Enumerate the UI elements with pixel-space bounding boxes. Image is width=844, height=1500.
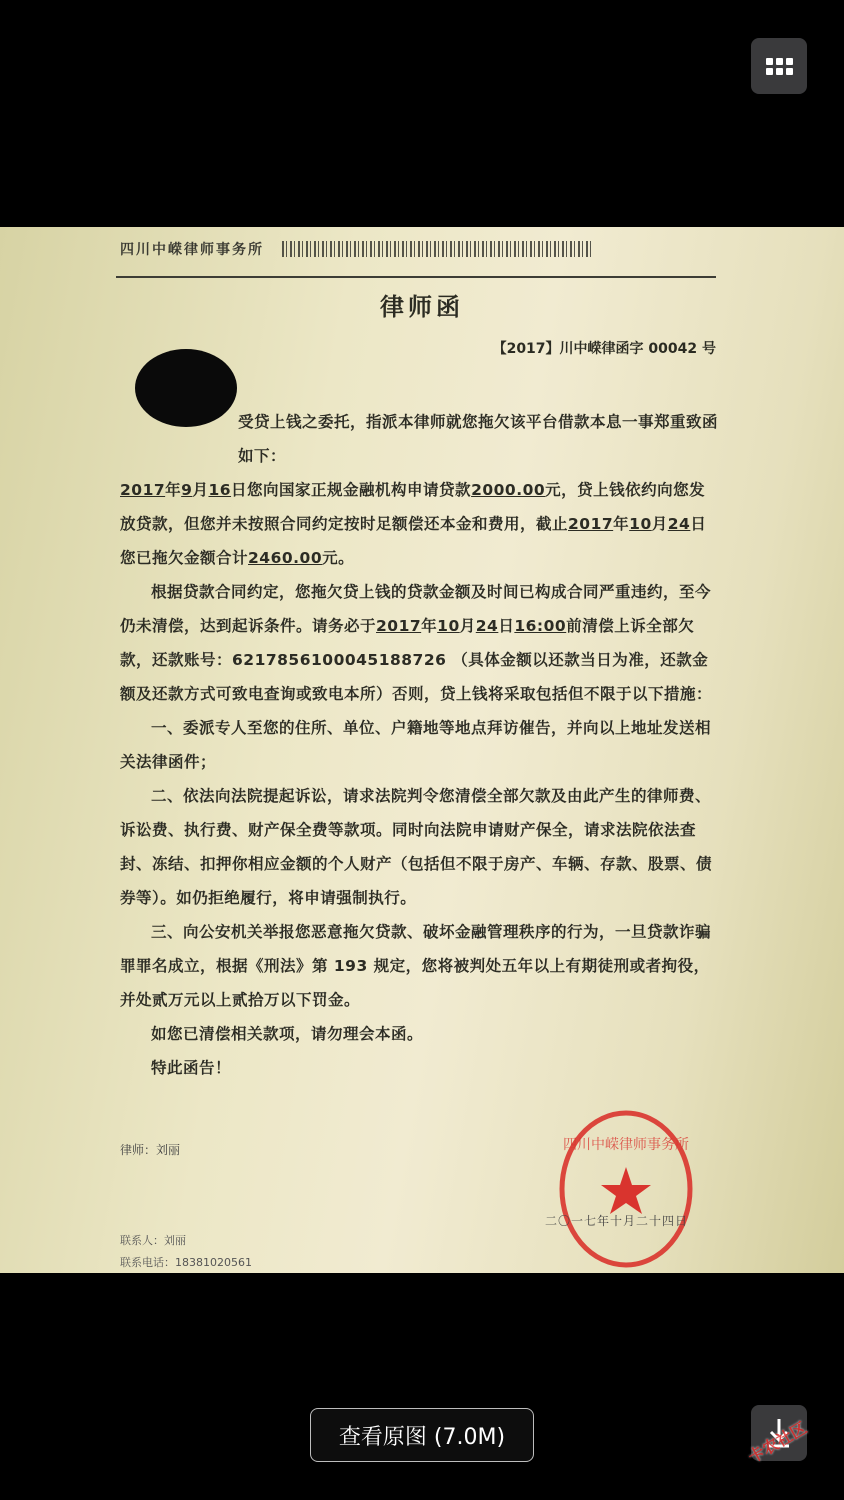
deadline-paragraph: 根据贷款合同约定，您拖欠贷上钱的贷款金额及时间已构成合同严重违约，至今仍未清偿，达到起诉条件。请务必于2017年10月24日16:00前清偿上诉全部欠款，还款账号：6217856100045188726 （具体金额以还款当日为准，还款金额及还款方式可致电查询或致电本所）否则，贷上钱将采取包括但不限于以下措施： [120, 583, 713, 703]
official-seal-icon [556, 1109, 696, 1269]
grid-view-button[interactable] [751, 38, 807, 94]
firm-header: 四川中嵘律师事务所 [120, 242, 264, 258]
grid-icon [766, 58, 793, 75]
contact-name: 联系人：刘丽 [120, 1234, 186, 1247]
intro-text: 受贷上钱之委托，指派本律师就您拖欠该平台借款本息一事郑重致函如下： [238, 413, 719, 465]
measure-1: 一、委派专人至您的住所、单位、户籍地等地点拜访催告，并向以上地址发送相关法律函件； [120, 719, 712, 771]
letter-body [120, 405, 718, 1085]
measure-2: 二、依法向法院提起诉讼，请求法院判令您清偿全部欠款及由此产生的律师费、诉讼费、执行费、财产保全费等款项。同时向法院申请财产保全，请求法院依法查封、冻结、扣押你相应金额的个人财产（包括但不限于房产、车辆、存款、股票、债券等）。如仍拒绝履行，将申请强制执行。 [120, 787, 713, 907]
document-photo [0, 227, 844, 1273]
letter-title: 律师函 [380, 293, 464, 321]
header-rule [116, 276, 716, 278]
letter-date: 二〇一七年十月二十四日 [545, 1214, 689, 1228]
closing-1: 如您已清偿相关款项，请勿理会本函。 [151, 1025, 424, 1043]
svg-text:四川中嵘律师事务所: 四川中嵘律师事务所 [563, 1137, 689, 1153]
site-watermark: 卡农社区 [745, 1418, 810, 1467]
loan-paragraph: 2017年9月16日您向国家正规金融机构申请贷款2000.00元，贷上钱依约向您发放贷款，但您并未按照合同约定按时足额偿还本金和费用，截止2017年10月24日您已拖欠金额合计2460.00元。 [120, 481, 707, 567]
contact-phone: 联系电话：18381020561 [120, 1256, 252, 1269]
view-original-button[interactable]: 查看原图 (7.0M) [310, 1408, 534, 1462]
measure-3: 三、向公安机关举报您恶意拖欠贷款、破坏金融管理秩序的行为，一旦贷款诈骗罪罪名成立，根据《刑法》第 193 规定，您将被判处五年以上有期徒刑或者拘役，并处贰万元以上贰拾万以下罚金。 [120, 923, 712, 1009]
header-barcode [282, 241, 592, 257]
document-number: 【2017】川中嵘律函字 00042 号 [492, 341, 716, 357]
closing-2: 特此函告！ [151, 1059, 232, 1077]
redaction-mark [135, 349, 237, 427]
lawyer-signature: 律师：刘丽 [120, 1143, 181, 1157]
